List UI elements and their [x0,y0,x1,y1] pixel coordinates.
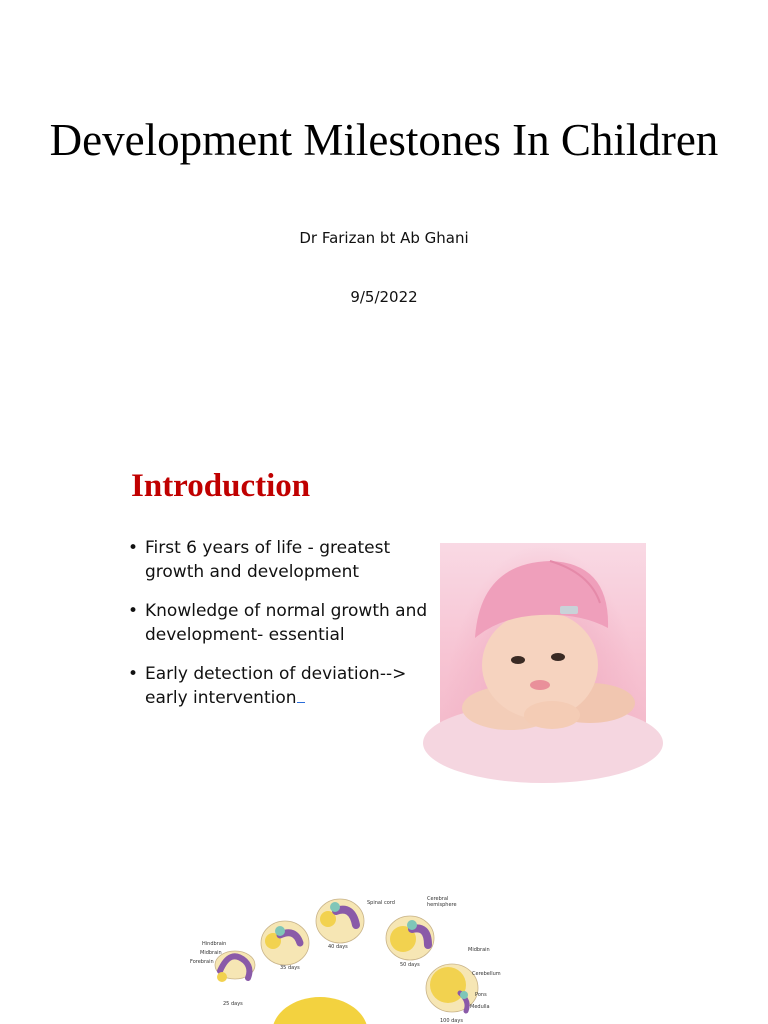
bullet-item [128,599,428,647]
label-spinal-cord: Spinal cord [367,900,395,906]
bullet-text: Knowledge of normal growth and development- essential [145,601,428,645]
bullet-item [128,536,428,584]
newborn-brain-shape [272,997,368,1024]
bullet-dot-icon: • [128,664,139,684]
label-hemisphere: hemisphere [427,902,457,908]
label-25-days: 25 days [223,1001,243,1007]
author-name: Dr Farizan bt Ab Ghani [299,229,469,247]
bullet-dot-icon: • [128,538,139,558]
label-50-days: 50 days [400,962,420,968]
bullet-text: Early detection of deviation--> early intervention [145,664,407,708]
label-pons: Pons [475,992,487,998]
label-midbrain-right: Midbrain [468,947,490,953]
baby-photo [440,543,646,749]
baby-illustration [440,543,646,749]
presentation-date: 9/5/2022 [350,288,418,306]
section-heading: Introduction [131,468,311,504]
label-cerebral: Cerebral [427,896,449,902]
slide-title: Development Milestones In Children [49,115,719,165]
bullet-dot-icon: • [128,601,139,621]
left-eye-shape [511,656,525,664]
bullet-list [128,536,428,725]
label-cerebellum: Cerebellum [472,971,501,977]
label-100-days: 100 days [440,1018,463,1024]
label-midbrain: Midbrain [200,950,222,956]
label-hindbrain: Hindbrain [202,941,227,947]
hyperlink-underline[interactable] [297,686,305,703]
bullet-item [128,662,428,710]
mouth-shape [530,680,550,690]
bullet-text: First 6 years of life - greatest growth and development [145,538,391,582]
brain-development-figure [190,893,501,1024]
label-40-days: 40 days [328,944,348,950]
label-medulla: Medulla [470,1004,490,1010]
label-35-days: 35 days [280,965,300,971]
label-forebrain: Forebrain [190,959,214,965]
hands-shape [524,701,580,729]
cap-strap-shape [560,606,578,614]
right-eye-shape [551,653,565,661]
